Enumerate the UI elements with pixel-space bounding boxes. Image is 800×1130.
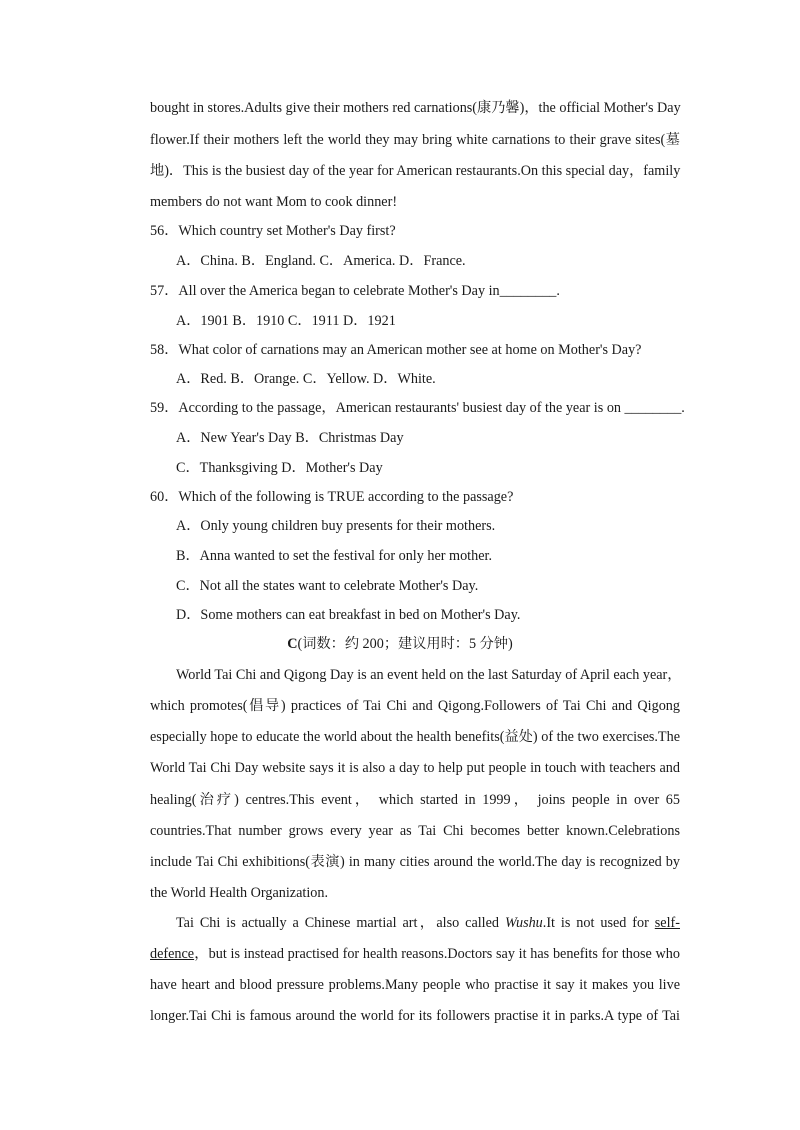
passage-line: healing(治疗) centres.This event， which started in 1999， joins people in over 65 xyxy=(150,792,680,808)
text-run: ，but is instead practised for health reasons.Doctors say it has benefits for those who xyxy=(194,946,680,962)
question-60-stem: 60．Which of the following is TRUE according to the passage? xyxy=(150,489,514,505)
question-58-options: A．Red. B．Orange. C．Yellow. D．White. xyxy=(176,371,436,387)
passage-line: especially hope to educate the world about the health benefits(益处) of the two exercises.The xyxy=(150,729,680,745)
question-59-stem: 59．According to the passage，American restaurants' busiest day of the year is on ________. xyxy=(150,400,685,416)
passage-line: World Tai Chi and Qigong Day is an event held on the last Saturday of April each year， xyxy=(176,667,682,683)
underlined-term: self- xyxy=(654,915,680,931)
passage-line: countries.That number grows every year as Tai Chi becomes better known.Celebrations xyxy=(150,823,680,839)
underlined-term: defence xyxy=(150,946,195,962)
question-57-stem: 57．All over the America began to celebrate Mother's Day in________. xyxy=(150,283,560,299)
section-note: (词数：约 200；建议用时：5 分钟) xyxy=(297,636,513,652)
question-59-options: C．Thanksgiving D．Mother's Day xyxy=(176,460,383,476)
passage-line: flower.If their mothers left the world they may bring white carnations to their grave sites(墓 xyxy=(150,132,680,148)
italic-term: Wushu xyxy=(504,915,543,931)
passage-line: bought in stores.Adults give their mothers red carnations(康乃馨)，the official Mother's Day xyxy=(150,100,681,116)
passage-line: the World Health Organization. xyxy=(150,885,328,901)
text-run: .It is not used for xyxy=(542,915,655,931)
passage-line: include Tai Chi exhibitions(表演) in many cities around the world.The day is recognized by xyxy=(150,854,680,870)
passage-line: members do not want Mom to cook dinner! xyxy=(150,194,398,210)
section-c-heading xyxy=(0,634,800,654)
question-60-option-d: D．Some mothers can eat breakfast in bed on Mother's Day. xyxy=(176,607,521,623)
passage-line: have heart and blood pressure problems.Many people who practise it say it makes you live xyxy=(150,977,680,993)
question-60-option-c: C．Not all the states want to celebrate Mother's Day. xyxy=(176,578,479,594)
passage-line: 地)．This is the busiest day of the year for American restaurants.On this special day，family xyxy=(150,163,681,179)
question-58-stem: 58．What color of carnations may an American mother see at home on Mother's Day? xyxy=(150,342,642,358)
passage-line: World Tai Chi Day website says it is also a day to help put people in touch with teachers and xyxy=(150,760,680,776)
question-56-stem: 56．Which country set Mother's Day first? xyxy=(150,223,396,239)
passage-line: longer.Tai Chi is famous around the world for its followers practise it in parks.A type of Tai xyxy=(150,1008,680,1024)
text-run: Tai Chi is actually a Chinese martial art，also called xyxy=(176,915,505,931)
passage-line xyxy=(150,944,680,964)
passage-line: which promotes(倡导) practices of Tai Chi and Qigong.Followers of Tai Chi and Qigong xyxy=(150,698,680,714)
section-letter: C xyxy=(287,636,298,652)
question-60-option-b: B．Anna wanted to set the festival for only her mother. xyxy=(176,548,492,564)
question-59-options: A．New Year's Day B．Christmas Day xyxy=(176,430,404,446)
question-60-option-a: A．Only young children buy presents for their mothers. xyxy=(176,518,496,534)
passage-line xyxy=(176,913,680,933)
question-57-options: A．1901 B．1910 C．1911 D．1921 xyxy=(176,313,396,329)
question-56-options: A．China. B．England. C．America. D．France. xyxy=(176,253,466,269)
